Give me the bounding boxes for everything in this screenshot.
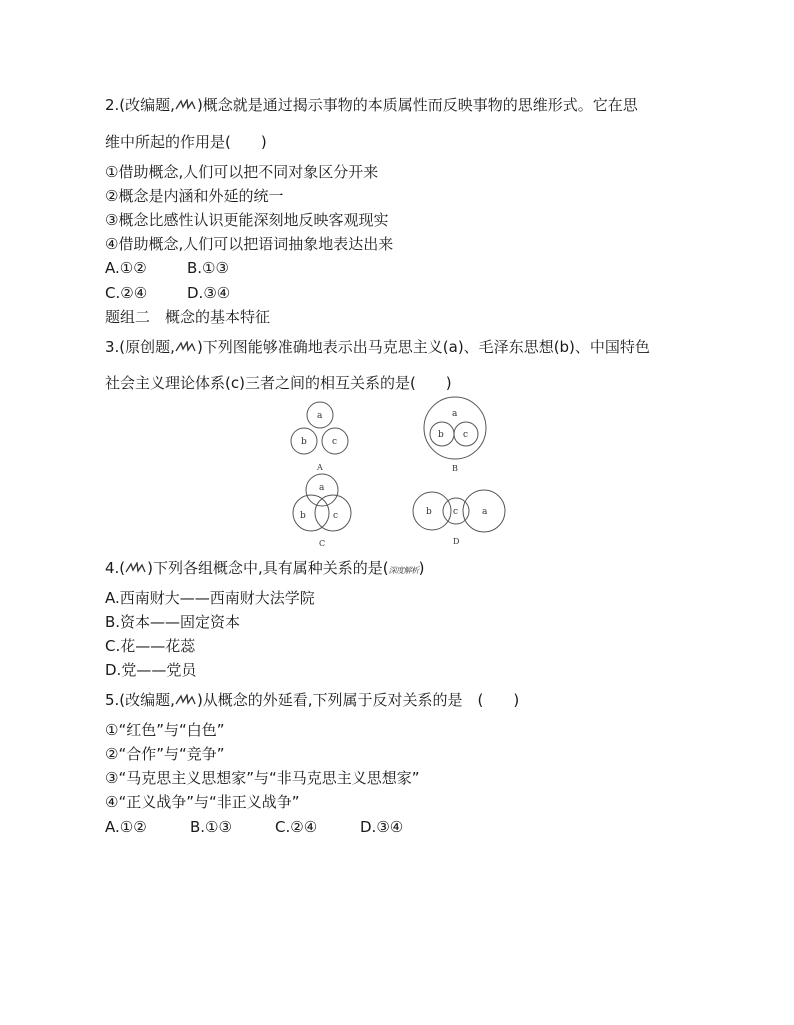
q4-option-d[interactable]: D.党——党员 <box>105 661 197 679</box>
venn-diagram-d <box>410 488 510 548</box>
q5-statement-1: ①“红色”与“白色” <box>105 721 225 739</box>
q2-stem-text: )概念就是通过揭示事物的本质属性而反映事物的思维形式。它在思 <box>196 96 638 114</box>
q3-stem-text: )下列图能够准确地表示出马克思主义(a)、毛泽东思想(b)、中国特色 <box>196 338 650 356</box>
venn-diagram-c <box>285 475 360 555</box>
q4-stem-end: ) <box>418 559 425 577</box>
venn-a-label-c: c <box>332 437 338 447</box>
venn-a-caption: A <box>317 463 323 472</box>
q5-prefix: 5.(改编题, <box>105 691 175 709</box>
venn-diagram-a <box>285 400 360 475</box>
q2-option-b[interactable]: B.①③ <box>187 259 229 277</box>
venn-c-caption: C <box>319 539 326 548</box>
q2-options-row1 <box>105 258 229 278</box>
q2-options-row2 <box>105 283 230 303</box>
difficulty-star-icon <box>175 694 197 706</box>
venn-d-circle-b <box>413 492 451 530</box>
q3-prefix: 3.(原创题, <box>105 338 175 356</box>
venn-a-label-b: b <box>301 437 307 447</box>
q5-option-d[interactable]: D.③④ <box>360 818 404 836</box>
q2-statement-4: ④借助概念,人们可以把语词抽象地表达出来 <box>105 235 394 253</box>
q4-option-a[interactable]: A.西南财大——西南财大法学院 <box>105 589 315 607</box>
q4-option-b[interactable]: B.资本——固定资本 <box>105 613 241 631</box>
venn-c-circle-b <box>293 495 329 531</box>
venn-c-label-b: b <box>300 511 306 521</box>
q2-option-a[interactable]: A.①② <box>105 259 147 277</box>
q2-statement-1: ①借助概念,人们可以把不同对象区分开来 <box>105 163 379 181</box>
q4-stem-text: )下列各组概念中,具有属种关系的是( <box>147 559 389 577</box>
q4-option-c[interactable]: C.花——花蕊 <box>105 637 196 655</box>
venn-b-label-b: b <box>438 430 444 440</box>
venn-b-caption: B <box>452 464 458 473</box>
venn-c-label-a: a <box>319 483 325 493</box>
q5-stem-line1 <box>105 690 519 710</box>
q5-option-c[interactable]: C.②④ <box>275 818 318 836</box>
venn-d-caption: D <box>453 537 460 546</box>
q2-prefix: 2.(改编题, <box>105 96 175 114</box>
q5-option-a[interactable]: A.①② <box>105 818 147 836</box>
q5-statement-2: ②“合作”与“竞争” <box>105 745 225 763</box>
q2-option-d[interactable]: D.③④ <box>187 284 231 302</box>
difficulty-star-icon <box>175 99 197 111</box>
venn-b-label-c: c <box>463 430 469 440</box>
group-heading: 题组二 概念的基本特征 <box>105 308 271 326</box>
difficulty-star-icon <box>125 562 147 574</box>
q5-stem-text: )从概念的外延看,下列属于反对关系的是 ( ) <box>196 691 520 709</box>
venn-b-label-a: a <box>452 409 458 419</box>
q5-statement-3: ③“马克思主义思想家”与“非马克思主义思想家” <box>105 769 420 787</box>
q2-stem-line2: 维中所起的作用是( ) <box>105 133 267 151</box>
q2-stem-line1 <box>105 95 638 115</box>
q4-analysis-tag: 深度解析 <box>388 566 419 575</box>
venn-c-label-c: c <box>333 511 339 521</box>
q5-option-b[interactable]: B.①③ <box>190 818 232 836</box>
venn-d-label-c: c <box>453 507 459 517</box>
q3-stem-line2: 社会主义理论体系(c)三者之间的相互关系的是( ) <box>105 374 452 392</box>
q5-options-row <box>105 817 403 837</box>
q4-prefix: 4.( <box>105 559 126 577</box>
q2-statement-3: ③概念比感性认识更能深刻地反映客观现实 <box>105 211 389 229</box>
venn-d-label-b: b <box>426 507 432 517</box>
venn-a-label-a: a <box>317 411 323 421</box>
difficulty-star-icon <box>175 341 197 353</box>
q4-stem-line1 <box>105 558 425 581</box>
q2-statement-2: ②概念是内涵和外延的统一 <box>105 187 284 205</box>
venn-diagram-b <box>420 400 495 475</box>
q5-statement-4: ④“正义战争”与“非正义战争” <box>105 793 300 811</box>
q3-stem-line1 <box>105 337 650 357</box>
q2-option-c[interactable]: C.②④ <box>105 284 148 302</box>
venn-d-label-a: a <box>482 507 488 517</box>
